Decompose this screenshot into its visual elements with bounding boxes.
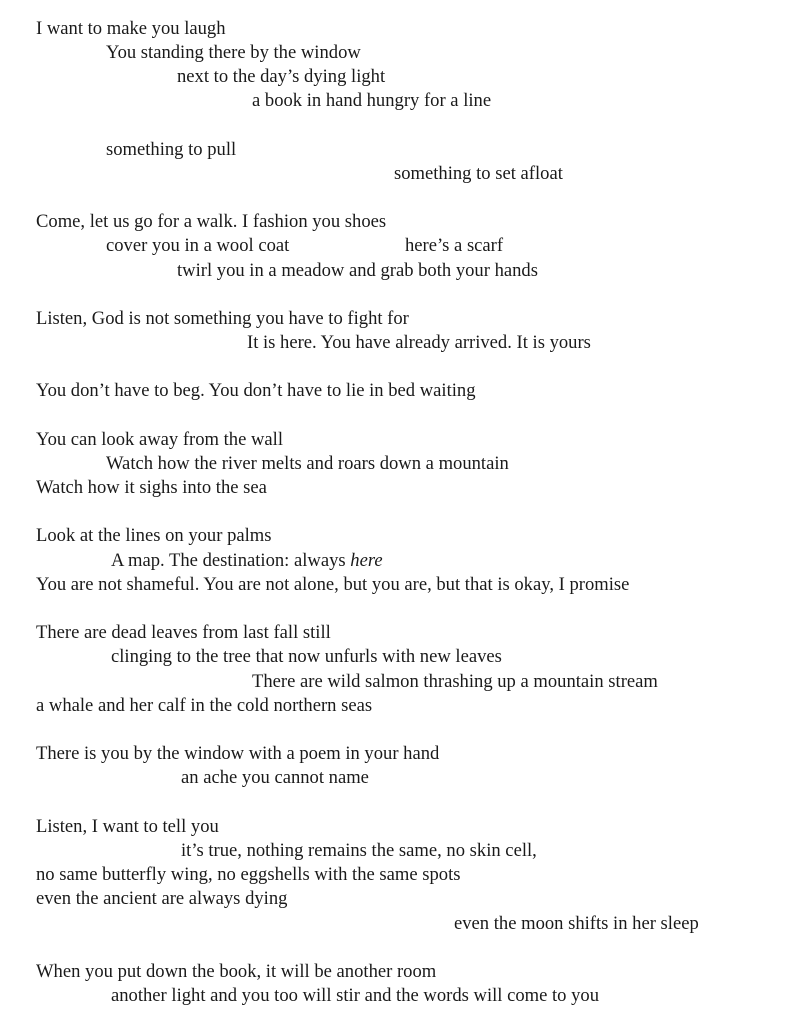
poem-line: There is you by the window with a poem in your hand — [36, 743, 440, 764]
poem-line: something to pull — [106, 139, 237, 160]
poem-text: A map. The destination: always — [111, 550, 351, 571]
poem-line: a book in hand hungry for a line — [252, 90, 492, 111]
poem-line: cover you in a wool coat — [106, 235, 290, 256]
poem-line: Watch how the river melts and roars down a mountain — [106, 453, 509, 474]
poem-line: You don’t have to beg. You don’t have to lie in bed waiting — [36, 380, 476, 401]
poem-line: an ache you cannot name — [181, 767, 369, 788]
poem-line: even the moon shifts in her sleep — [454, 913, 699, 934]
poem-line: It is here. You have already arrived. It is yours — [247, 332, 591, 353]
poem-line: You standing there by the window — [106, 42, 361, 63]
poem-line: There are dead leaves from last fall still — [36, 622, 331, 643]
poem-line: twirl you in a meadow and grab both your hands — [177, 260, 538, 281]
emphasis-text: here — [350, 550, 383, 571]
poem-line: You are not shameful. You are not alone, but you are, but that is okay, I promise — [36, 574, 630, 595]
poem-line: another light and you too will stir and the words will come to you — [111, 985, 600, 1006]
poem-line: There are wild salmon thrashing up a mountain stream — [252, 671, 658, 692]
poem-line: it’s true, nothing remains the same, no skin cell, — [181, 840, 537, 861]
poem-line: here’s a scarf — [405, 235, 504, 256]
poem-line — [111, 549, 383, 573]
poem-line: I want to make you laugh — [36, 18, 226, 39]
poem-line: a whale and her calf in the cold northern seas — [36, 695, 373, 716]
poem-line: Listen, God is not something you have to fight for — [36, 308, 409, 329]
poem-line: Look at the lines on your palms — [36, 525, 272, 546]
poem-line: Come, let us go for a walk. I fashion you shoes — [36, 211, 387, 232]
poem-line: even the ancient are always dying — [36, 888, 288, 909]
poem-line: Listen, I want to tell you — [36, 816, 219, 837]
poem-line: When you put down the book, it will be another room — [36, 961, 437, 982]
poem-line: something to set afloat — [394, 163, 563, 184]
poem-line: Watch how it sighs into the sea — [36, 477, 267, 498]
poem-line: next to the day’s dying light — [177, 66, 386, 87]
poem-line: You can look away from the wall — [36, 429, 284, 450]
poem-line: clinging to the tree that now unfurls with new leaves — [111, 646, 502, 667]
poem-line: no same butterfly wing, no eggshells with the same spots — [36, 864, 461, 885]
